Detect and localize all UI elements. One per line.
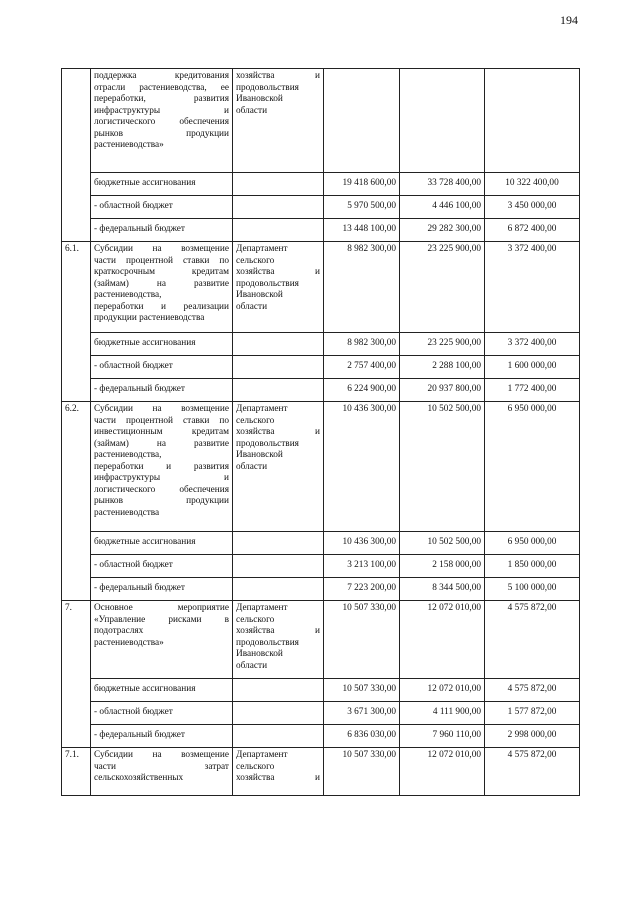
executor-line: продовольствия [236,438,299,449]
funding-empty [233,702,324,725]
funding-amount-2: 2 288 100,00 [400,356,485,379]
funding-amount-3: 2 998 000,00 [485,725,580,748]
item-name-line: Субсидии на возмещение [94,244,229,254]
executor-line: хозяйства и [236,427,320,437]
funding-amount-2: 23 225 900,00 [400,333,485,356]
program-row [62,69,580,173]
item-name-line: отрасли растениеводства, ее [94,82,229,93]
item-name-line: растениеводства, [94,290,162,300]
funding-empty [233,196,324,219]
funding-empty [233,532,324,555]
funding-amount-1: 10 436 300,00 [324,532,400,555]
executor-line: Ивановской [236,94,283,104]
item-name-line: части процентной ставки по [94,255,229,266]
funding-label: - федеральный бюджет [91,578,233,601]
funding-empty [233,379,324,402]
executor-line: Департамент [236,750,288,760]
executor-line: области [236,660,268,671]
executor-line: Ивановской [236,290,283,300]
item-name-line: (займам) на развитие [94,278,229,289]
executor-line: Департамент [236,244,288,254]
executor-line: Департамент [236,404,288,414]
executor-line: хозяйства и [236,71,320,81]
item-name-line: инфраструктуры и [94,473,229,483]
amount-2 [400,69,485,173]
item-name [91,242,233,333]
funding-amount-1: 2 757 400,00 [324,356,400,379]
item-name-line: части процентной ставки по [94,415,229,426]
funding-label: - федеральный бюджет [91,219,233,242]
funding-amount-3: 1 600 000,00 [485,356,580,379]
funding-amount-3: 4 575 872,00 [485,679,580,702]
item-name-line: инвестиционным кредитам [94,427,229,437]
item-name-line: сельскохозяйственных [94,773,184,783]
funding-row [62,219,580,242]
item-name-line: растениеводства» [94,140,164,150]
funding-empty [233,679,324,702]
funding-amount-1: 7 223 200,00 [324,578,400,601]
item-name-line: поддержка кредитования [94,71,229,81]
funding-row [62,196,580,219]
funding-amount-1: 10 507 330,00 [324,679,400,702]
program-row [62,748,580,796]
executor-line: сельского [236,761,275,772]
item-name-line: рынков продукции [94,128,229,139]
funding-empty [233,333,324,356]
funding-empty [233,578,324,601]
funding-amount-2: 8 344 500,00 [400,578,485,601]
funding-amount-1: 8 982 300,00 [324,333,400,356]
funding-empty [233,356,324,379]
amount-3: 4 575 872,00 [485,601,580,679]
funding-row [62,725,580,748]
executor [233,69,324,173]
item-name-line: переработки, развития [94,94,229,104]
item-name-line: (займам) на развитие [94,438,229,449]
executor-line: Департамент [236,603,288,613]
funding-label: бюджетные ассигнования [91,679,233,702]
item-name-line: «Управление рисками в [94,614,229,625]
item-name-line: Основное мероприятие [94,603,229,613]
executor-line: сельского [236,255,275,266]
funding-amount-2: 10 502 500,00 [400,532,485,555]
funding-label: - федеральный бюджет [91,725,233,748]
funding-row [62,173,580,196]
funding-amount-1: 3 671 300,00 [324,702,400,725]
funding-amount-3: 6 872 400,00 [485,219,580,242]
funding-amount-1: 5 970 500,00 [324,196,400,219]
funding-label: - областной бюджет [91,356,233,379]
funding-amount-2: 33 728 400,00 [400,173,485,196]
funding-amount-1: 6 836 030,00 [324,725,400,748]
amount-3 [485,69,580,173]
amount-1: 10 507 330,00 [324,748,400,796]
funding-amount-3: 1 772 400,00 [485,379,580,402]
funding-amount-2: 4 446 100,00 [400,196,485,219]
funding-amount-3: 6 950 000,00 [485,532,580,555]
executor-line: продовольствия [236,637,299,648]
executor-line: области [236,301,268,312]
item-number: 7.1. [62,748,91,796]
funding-amount-3: 3 450 000,00 [485,196,580,219]
funding-row [62,578,580,601]
funding-empty [233,173,324,196]
item-name [91,748,233,796]
funding-label: - областной бюджет [91,555,233,578]
program-row [62,242,580,333]
executor [233,242,324,333]
program-row [62,601,580,679]
funding-amount-2: 12 072 010,00 [400,679,485,702]
item-name-line: подотраслях [94,626,144,636]
amount-2: 10 502 500,00 [400,402,485,532]
amount-3: 3 372 400,00 [485,242,580,333]
item-number: 6.2. [62,402,91,601]
item-name-line: Субсидии на возмещение [94,404,229,414]
item-name-line: продукции растениеводства [94,313,205,323]
item-name-line: рынков продукции [94,496,229,506]
funding-row [62,679,580,702]
executor-line: Ивановской [236,649,283,659]
funding-label: бюджетные ассигнования [91,532,233,555]
executor-line: сельского [236,614,275,625]
item-name-line: переработки и реализации [94,301,229,312]
amount-2: 12 072 010,00 [400,748,485,796]
funding-amount-2: 7 960 110,00 [400,725,485,748]
amount-1: 10 436 300,00 [324,402,400,532]
amount-3: 4 575 872,00 [485,748,580,796]
funding-amount-3: 3 372 400,00 [485,333,580,356]
executor [233,601,324,679]
executor-line: хозяйства и [236,267,320,277]
amount-1 [324,69,400,173]
executor-line: продовольствия [236,82,299,93]
funding-amount-1: 6 224 900,00 [324,379,400,402]
funding-amount-1: 13 448 100,00 [324,219,400,242]
executor-line: хозяйства и [236,773,320,783]
funding-row [62,555,580,578]
executor-line: области [236,461,268,472]
funding-row [62,356,580,379]
funding-row [62,702,580,725]
item-name-line: части затрат [94,761,229,772]
executor-line: продовольствия [236,278,299,289]
item-name-line: растениеводства, [94,450,162,460]
funding-amount-1: 3 213 100,00 [324,555,400,578]
funding-amount-3: 5 100 000,00 [485,578,580,601]
funding-amount-2: 20 937 800,00 [400,379,485,402]
funding-amount-3: 1 850 000,00 [485,555,580,578]
funding-label: - областной бюджет [91,196,233,219]
funding-row [62,532,580,555]
funding-amount-1: 19 418 600,00 [324,173,400,196]
funding-amount-2: 2 158 000,00 [400,555,485,578]
amount-1: 10 507 330,00 [324,601,400,679]
amount-3: 6 950 000,00 [485,402,580,532]
item-name-line: инфраструктуры и [94,105,229,116]
amount-2: 12 072 010,00 [400,601,485,679]
amount-1: 8 982 300,00 [324,242,400,333]
funding-label: бюджетные ассигнования [91,173,233,196]
item-name-line: Субсидии на возмещение [94,750,229,760]
funding-amount-3: 1 577 872,00 [485,702,580,725]
item-name [91,402,233,532]
item-number [62,69,91,242]
program-row [62,402,580,532]
funding-label: - федеральный бюджет [91,379,233,402]
executor-line: области [236,105,268,116]
amount-2: 23 225 900,00 [400,242,485,333]
item-name-line: логистического обеспечения [94,117,229,127]
funding-row [62,333,580,356]
funding-label: - областной бюджет [91,702,233,725]
budget-table [61,68,580,796]
page-number: 194 [560,13,578,27]
item-number: 6.1. [62,242,91,402]
item-number: 7. [62,601,91,748]
executor [233,748,324,796]
item-name [91,69,233,173]
item-name-line: растениеводства» [94,637,164,648]
funding-amount-3: 10 322 400,00 [485,173,580,196]
item-name-line: краткосрочным кредитам [94,267,229,277]
executor [233,402,324,532]
funding-row [62,379,580,402]
executor-line: сельского [236,415,275,426]
item-name [91,601,233,679]
funding-label: бюджетные ассигнования [91,333,233,356]
funding-amount-2: 29 282 300,00 [400,219,485,242]
item-name-line: переработки и развития [94,461,229,472]
funding-amount-2: 4 111 900,00 [400,702,485,725]
item-name-line: логистического обеспечения [94,484,229,495]
funding-empty [233,555,324,578]
funding-empty [233,725,324,748]
executor-line: Ивановской [236,450,283,460]
funding-empty [233,219,324,242]
item-name-line: растениеводства [94,507,160,518]
executor-line: хозяйства и [236,626,320,636]
